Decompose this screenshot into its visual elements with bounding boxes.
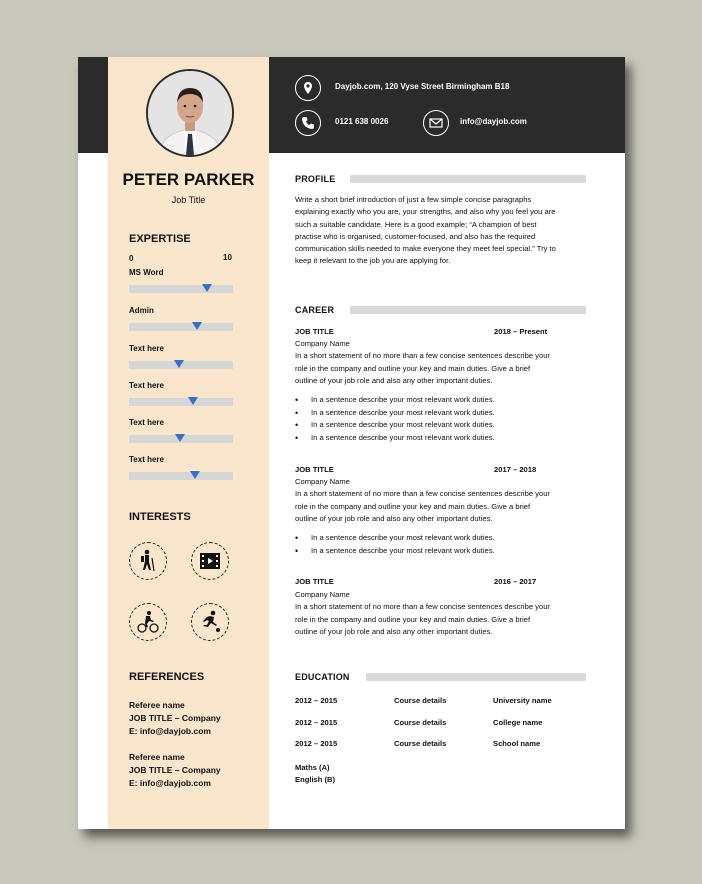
hiking-icon [129, 542, 167, 580]
skill-level-bar [129, 361, 233, 369]
candidate-name: PETER PARKER [122, 170, 255, 189]
job-line: role in the company and outline your key and main duties. Give a brief [295, 363, 531, 373]
job-dates: 2016 – 2017 [494, 577, 537, 586]
education-rule [366, 673, 586, 681]
company-name: Company Name [295, 339, 350, 348]
profile-line: explaining exactly who you are, your strengths, and also why you feel you are [295, 207, 556, 217]
scale-min-label: 0 [129, 254, 134, 263]
skill-label: Text here [129, 381, 164, 390]
duty-item: • In a sentence describe your most relevant work duties. [295, 545, 495, 558]
candidate-job-title: Job Title [171, 195, 206, 205]
duty-item: • In a sentence describe your most relevant work duties. [295, 419, 495, 432]
skill-label: Text here [129, 344, 164, 353]
portrait-image [148, 71, 232, 155]
skill-label: MS Word [129, 268, 164, 277]
skill-level-bar [129, 285, 233, 293]
skill-level-marker [188, 397, 198, 405]
job-line: outline of your job role and also any other important duties. [295, 375, 493, 385]
skill-level-marker [202, 284, 212, 292]
job-dates: 2017 – 2018 [494, 465, 537, 474]
referee-email: E: info@dayjob.com [129, 778, 211, 788]
job-dates: 2018 – Present [494, 327, 548, 336]
scale-max-label: 10 [223, 253, 232, 262]
profile-rule [350, 175, 586, 183]
profile-line: communication skills needed to make everyone they meet feel special.” Try to [295, 244, 556, 254]
skill-level-bar [129, 398, 233, 406]
phone-text: 0121 638 0026 [335, 117, 389, 126]
job-title: JOB TITLE [295, 327, 334, 336]
profile-photo [146, 69, 234, 157]
skill-level-bar [129, 435, 233, 443]
skill-label: Admin [129, 306, 154, 315]
company-name: Company Name [295, 477, 350, 486]
edu-course: Course details [394, 718, 447, 727]
edu-years: 2012 – 2015 [295, 718, 338, 727]
job-line: In a short statement of no more than a few concise sentences describe your [295, 489, 550, 499]
referee-name: Referee name [129, 700, 185, 710]
email-text: info@dayjob.com [460, 117, 527, 126]
profile-line: Write a short brief introduction of just a few simple concise paragraphs [295, 195, 532, 204]
career-rule [350, 306, 586, 314]
skill-level-marker [175, 434, 185, 442]
job-description [295, 476, 550, 525]
referee-title: JOB TITLE – Company [129, 713, 221, 723]
skill-level-marker [174, 360, 184, 368]
interests-heading: INTERESTS [129, 511, 191, 523]
running-icon [191, 603, 229, 641]
skill-label: Text here [129, 455, 164, 464]
reference-1 [129, 699, 221, 738]
email-icon [423, 110, 449, 136]
referee-title: JOB TITLE – Company [129, 765, 221, 775]
profile-line: practise who is organised, customer-focused, and also has the required [295, 231, 536, 241]
edu-course: Course details [394, 739, 447, 748]
location-pin-icon [295, 75, 321, 101]
edu-school: School name [493, 739, 541, 748]
job-line: outline of your job role and also any other important duties. [295, 513, 493, 523]
edu-course: Course details [394, 696, 447, 705]
job-title: JOB TITLE [295, 577, 334, 586]
job-line: role in the company and outline your key and main duties. Give a brief [295, 501, 531, 511]
referee-email: E: info@dayjob.com [129, 726, 211, 736]
edu-years: 2012 – 2015 [295, 696, 338, 705]
grade-item: Maths (A) [295, 763, 330, 772]
profile-line: keep it relevant to the job you are applying for. [295, 256, 451, 266]
sidebar [108, 57, 269, 829]
film-icon [191, 542, 229, 580]
job-line: outline of your job role and also any other important duties. [295, 626, 493, 636]
grade-item: English (B) [295, 775, 336, 784]
education-heading: EDUCATION [295, 672, 350, 682]
skill-level-bar [129, 472, 233, 480]
edu-school: University name [493, 696, 552, 705]
profile-line: such a suitable candidate. Here is a good example; “A champion of best [295, 219, 537, 229]
duty-item: • In a sentence describe your most relevant work duties. [295, 407, 495, 420]
duty-item: • In a sentence describe your most relevant work duties. [295, 394, 495, 407]
job-description [295, 338, 550, 387]
reference-2 [129, 751, 221, 790]
address-text: Dayjob.com, 120 Vyse Street Birmingham B18 [335, 82, 510, 91]
job-line: In a short statement of no more than a few concise sentences describe your [295, 351, 550, 361]
cv-page [78, 57, 625, 829]
expertise-heading: EXPERTISE [129, 233, 191, 245]
edu-years: 2012 – 2015 [295, 739, 338, 748]
duty-item: • In a sentence describe your most relevant work duties. [295, 532, 495, 545]
profile-heading: PROFILE [295, 174, 336, 184]
job-line: role in the company and outline your key and main duties. Give a brief [295, 614, 531, 624]
skill-level-marker [190, 471, 200, 479]
duty-item: • In a sentence describe your most relevant work duties. [295, 432, 495, 445]
grades [295, 762, 335, 786]
edu-school: College name [493, 718, 543, 727]
job-duties-list [295, 532, 495, 557]
skill-label: Text here [129, 418, 164, 427]
job-description [295, 589, 550, 638]
cycling-icon [129, 603, 167, 641]
career-heading: CAREER [295, 305, 335, 315]
skill-level-marker [192, 322, 202, 330]
company-name: Company Name [295, 590, 350, 599]
job-line: In a short statement of no more than a few concise sentences describe your [295, 602, 550, 612]
referee-name: Referee name [129, 752, 185, 762]
references-heading: REFERENCES [129, 671, 205, 683]
skill-level-bar [129, 323, 233, 331]
phone-icon [295, 110, 321, 136]
job-duties-list [295, 394, 495, 444]
profile-text [295, 194, 556, 268]
job-title: JOB TITLE [295, 465, 334, 474]
